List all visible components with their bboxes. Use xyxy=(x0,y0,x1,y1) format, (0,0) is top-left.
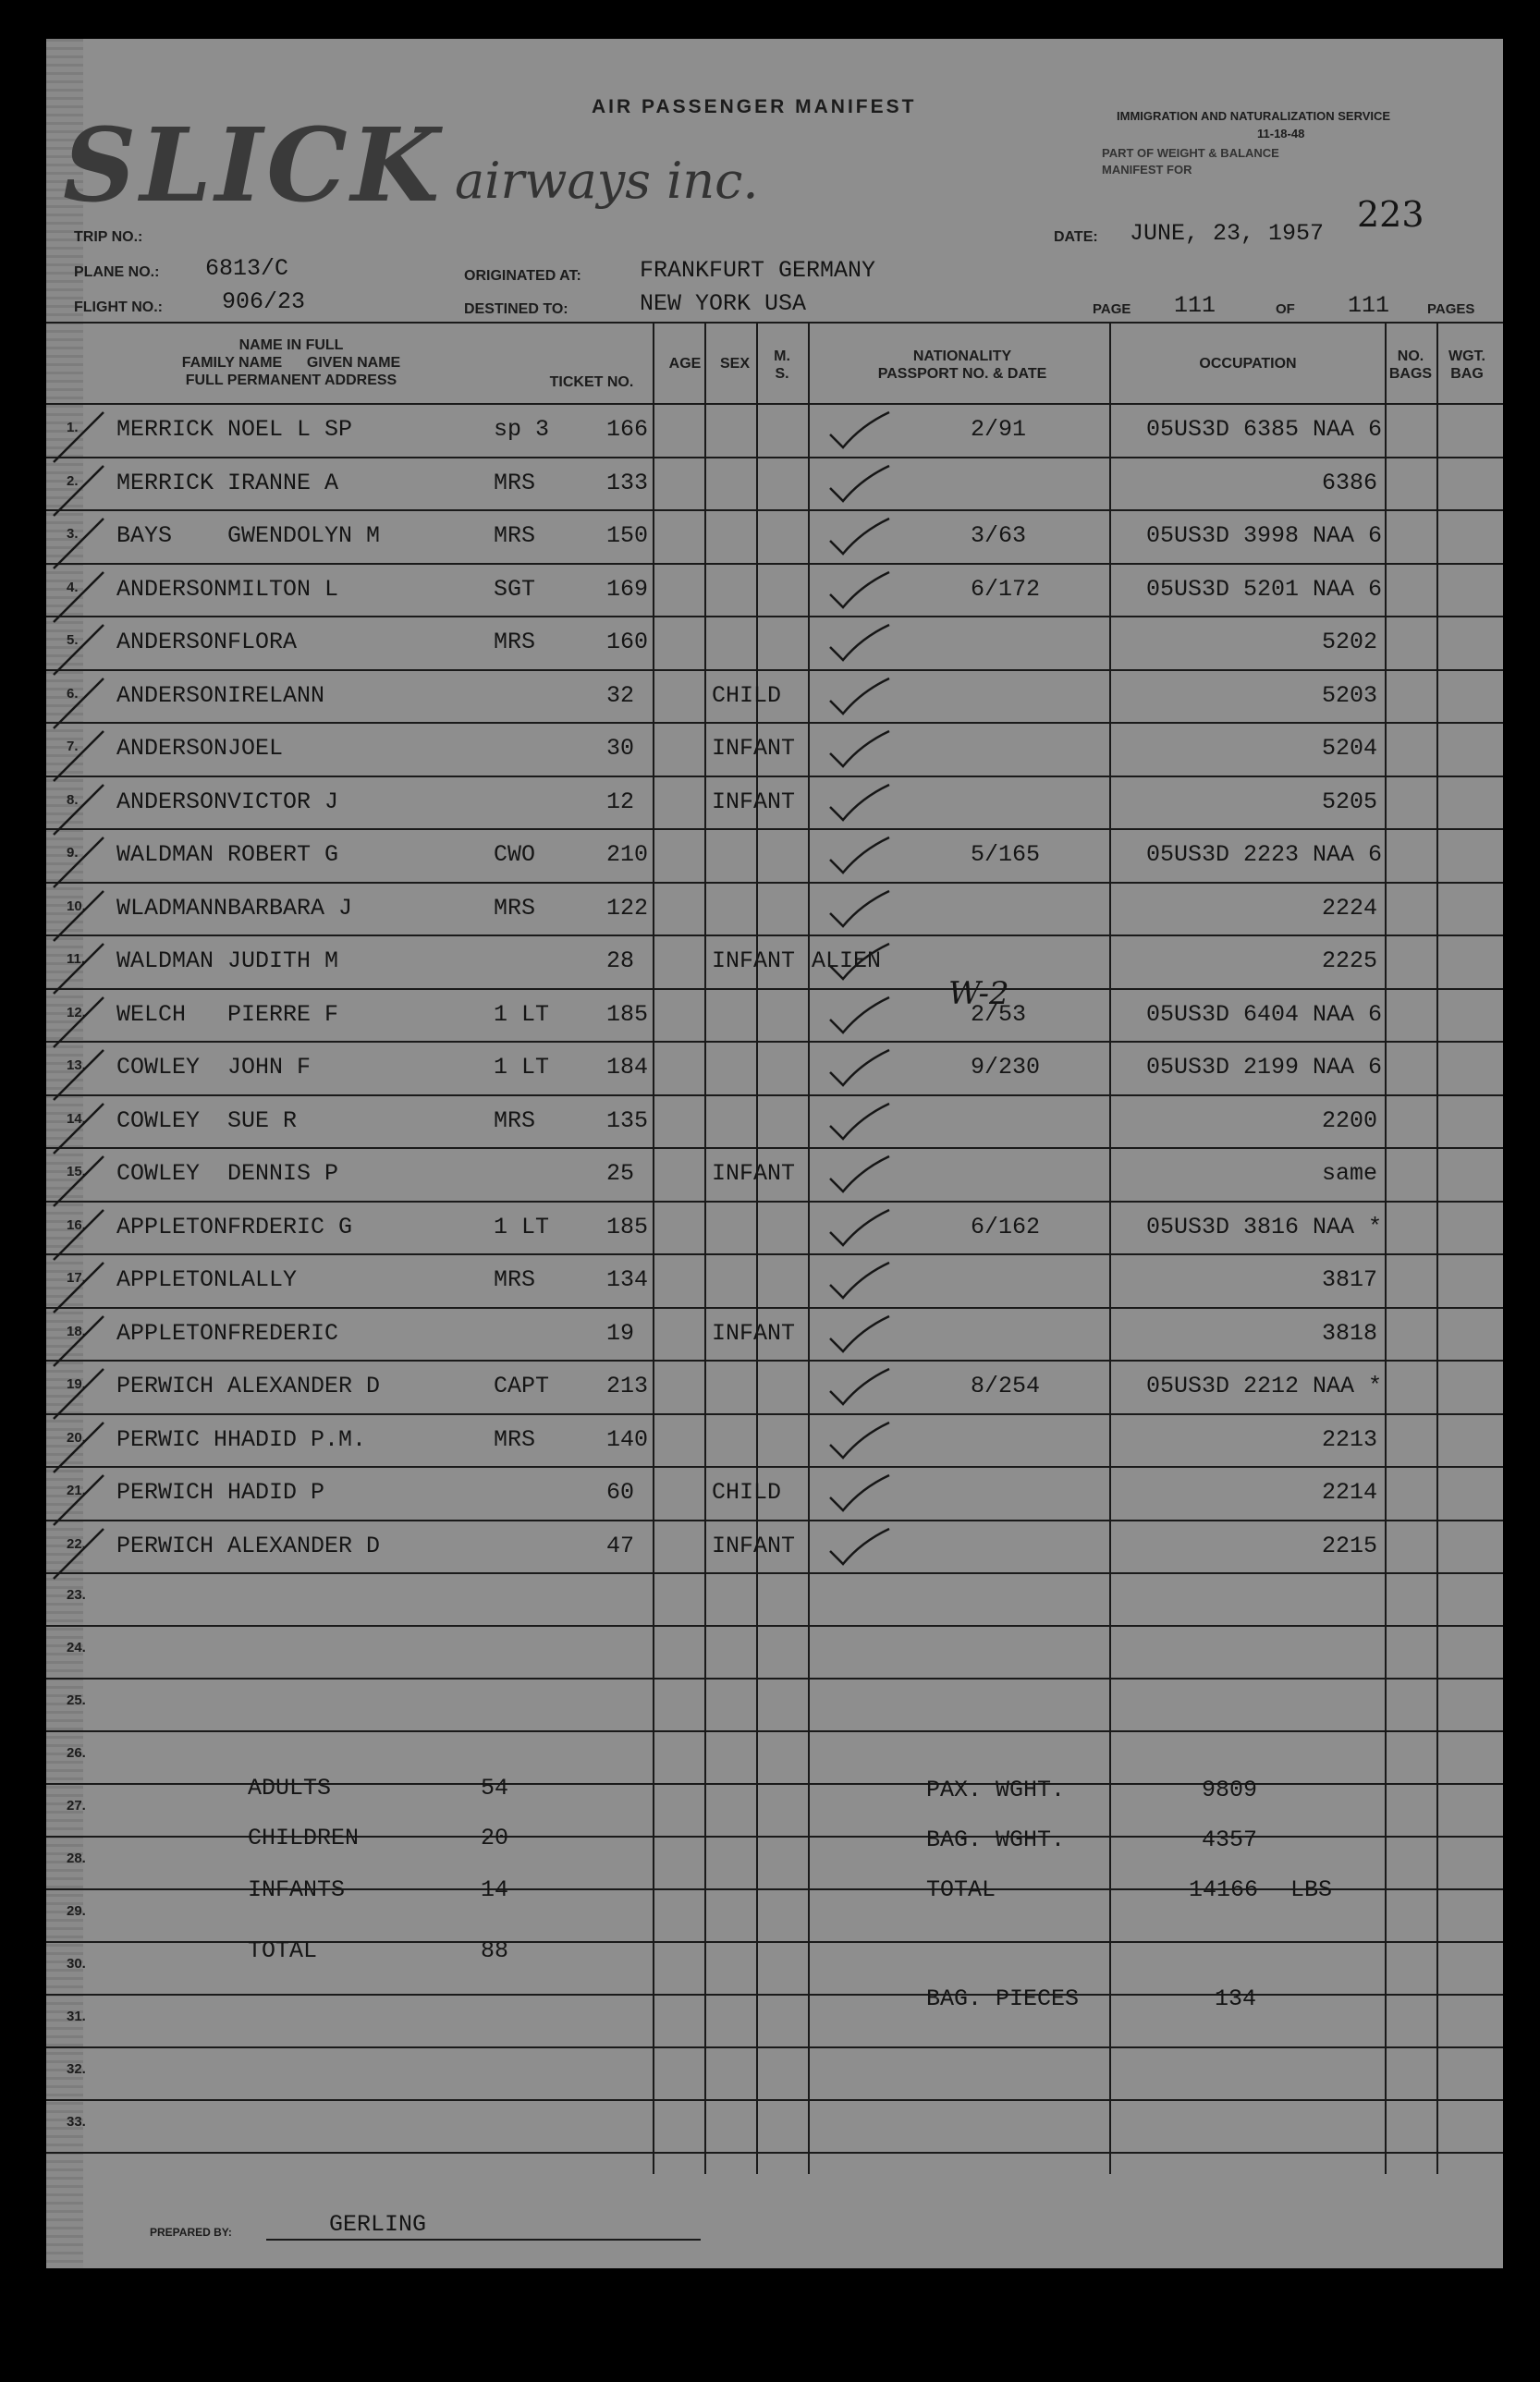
col-header-bags-1: NO. xyxy=(1397,348,1424,364)
row-number: 2. xyxy=(67,472,79,489)
passenger-title: MRS xyxy=(494,1266,536,1293)
row-rule xyxy=(46,1147,1503,1149)
row-number: 7. xyxy=(67,739,79,754)
of-pages-value: 111 xyxy=(1348,292,1390,319)
passport-value: 2/53 xyxy=(971,1000,1027,1028)
row-number: 6. xyxy=(67,685,79,702)
row-rule xyxy=(46,1730,1503,1732)
ticket-number: 30 xyxy=(606,735,635,762)
occupation-value: 05US3D 5201 NAA 6 xyxy=(1146,575,1383,603)
row-rule xyxy=(46,776,1503,777)
row-rule xyxy=(46,1678,1503,1680)
family-name: BAYS xyxy=(116,522,173,549)
form-code: 11-18-48 xyxy=(1257,127,1305,140)
bag-weight-value: 4357 xyxy=(1202,1826,1258,1853)
given-name: FLORA xyxy=(227,629,298,655)
ticket-number: 210 xyxy=(606,841,649,868)
row-number: 32. xyxy=(67,2061,86,2077)
of-label: OF xyxy=(1276,301,1295,317)
row-rule xyxy=(46,1041,1503,1043)
family-name: MERRICK xyxy=(116,469,214,496)
given-name: DENNIS P xyxy=(227,1160,339,1187)
col-rule-occupation xyxy=(1109,322,1111,2174)
given-name: ALEXANDER D xyxy=(227,1532,381,1559)
pages-label: PAGES xyxy=(1427,301,1475,317)
check-mark-icon xyxy=(825,513,898,559)
passenger-title: CAPT xyxy=(494,1373,550,1399)
row-number: 30. xyxy=(67,1956,86,1972)
page-value: 111 xyxy=(1174,292,1216,319)
given-name: SUE R xyxy=(227,1106,298,1134)
ticket-number: 28 xyxy=(606,947,635,974)
row-number: 14. xyxy=(67,1110,86,1127)
col-rule-nationality xyxy=(808,322,810,2174)
given-name: FREDERIC xyxy=(227,1319,339,1347)
occupation-value: 3817 xyxy=(1321,1266,1377,1293)
ticket-number: 47 xyxy=(606,1532,635,1559)
sex-value: INFANT xyxy=(712,1160,796,1187)
row-number: 1. xyxy=(67,420,79,435)
ticket-number: 184 xyxy=(606,1054,649,1081)
ticket-number: 122 xyxy=(606,894,649,922)
row-rule xyxy=(46,669,1503,671)
check-mark-icon xyxy=(825,1204,898,1251)
check-mark-icon xyxy=(825,619,898,666)
row-number: 28. xyxy=(67,1851,86,1866)
row-rule xyxy=(46,1466,1503,1468)
row-rule xyxy=(46,1625,1503,1627)
passenger-title: 1 LT xyxy=(494,1054,550,1081)
passenger-title: MRS xyxy=(494,522,536,549)
prepared-by-value: GERLING xyxy=(329,2211,427,2238)
occupation-value: same xyxy=(1321,1160,1377,1187)
col-header-name-2: FAMILY NAME GIVEN NAME xyxy=(181,355,401,371)
given-name: JOEL xyxy=(227,735,284,762)
col-header-ticket: TICKET NO. xyxy=(549,374,634,390)
family-name: ANDERSON xyxy=(116,629,228,655)
col-header-sex: SEX xyxy=(719,356,750,372)
occupation-value: 05US3D 3998 NAA 6 xyxy=(1146,522,1383,549)
occupation-value: 2215 xyxy=(1321,1532,1377,1559)
row-number: 20. xyxy=(67,1429,86,1446)
plane-label: PLANE NO.: xyxy=(74,264,160,280)
row-rule xyxy=(46,1413,1503,1415)
family-name: ANDERSON xyxy=(116,681,228,709)
row-rule xyxy=(46,563,1503,565)
row-rule xyxy=(46,2152,1503,2154)
airline-logo-sub: airways inc. xyxy=(455,152,759,210)
check-mark-icon xyxy=(825,1417,898,1463)
passenger-title: MRS xyxy=(494,1425,536,1453)
family-name: WALDMAN xyxy=(116,841,214,868)
prepared-by-label: PREPARED BY: xyxy=(150,2226,232,2239)
occupation-value: 05US3D 2199 NAA 6 xyxy=(1146,1054,1383,1081)
family-name: ANDERSON xyxy=(116,788,228,815)
row-number: 8. xyxy=(67,791,79,808)
page-label: PAGE xyxy=(1093,301,1131,317)
occupation-value: 5202 xyxy=(1321,629,1377,655)
row-number: 10. xyxy=(67,898,86,914)
row-rule xyxy=(46,1994,1503,1996)
passenger-title: MRS xyxy=(494,894,536,922)
col-header-age: AGE xyxy=(668,356,702,372)
row-number: 13. xyxy=(67,1057,86,1073)
bag-pieces-value: 134 xyxy=(1215,1985,1257,2012)
row-number: 9. xyxy=(67,845,79,861)
occupation-value: 5205 xyxy=(1321,788,1377,815)
given-name: ROBERT G xyxy=(227,841,339,868)
agency-name: IMMIGRATION AND NATURALIZATION SERVICE xyxy=(1117,109,1391,123)
occupation-value: 05US3D 3816 NAA * xyxy=(1146,1213,1383,1240)
passenger-title: MRS xyxy=(494,469,536,496)
occupation-value: 6386 xyxy=(1321,469,1377,496)
check-mark-icon xyxy=(825,1523,898,1570)
note-line-2: MANIFEST FOR xyxy=(1102,163,1192,177)
given-name: MILTON L xyxy=(227,575,339,603)
sex-value: INFANT xyxy=(712,735,796,762)
given-name: FRDERIC G xyxy=(227,1213,353,1240)
given-name: PIERRE F xyxy=(227,1000,339,1028)
col-header-nationality-1: NATIONALITY xyxy=(912,348,1012,364)
ticket-number: 60 xyxy=(606,1479,635,1506)
occupation-value: 05US3D 6404 NAA 6 xyxy=(1146,1000,1383,1028)
plane-number: 6813/C xyxy=(205,255,289,282)
trip-label: TRIP NO.: xyxy=(74,229,143,245)
row-number: 22. xyxy=(67,1535,86,1552)
date-value: JUNE, 23, 1957 xyxy=(1130,220,1325,247)
row-number: 15. xyxy=(67,1164,86,1179)
col-header-ms-2: S. xyxy=(775,366,789,382)
family-name: COWLEY xyxy=(116,1054,201,1081)
airline-logo: SLICK xyxy=(63,105,444,225)
col-header-wgt-2: BAG xyxy=(1450,366,1484,382)
given-name: IRANNE A xyxy=(227,469,339,496)
passport-value: 3/63 xyxy=(971,522,1027,549)
given-name: IRELANN xyxy=(227,681,325,709)
family-name: MERRICK xyxy=(116,416,214,443)
passenger-title: SGT xyxy=(494,575,536,603)
col-header-occupation: OCCUPATION xyxy=(1199,356,1297,372)
col-header-bags xyxy=(1385,348,1436,383)
sex-value: INFANT xyxy=(712,788,796,815)
check-mark-icon xyxy=(825,779,898,825)
check-mark-icon xyxy=(825,567,898,613)
row-number: 4. xyxy=(67,579,79,595)
col-header-wgt xyxy=(1436,348,1497,383)
adults-value: 54 xyxy=(481,1775,509,1802)
prepared-by-line xyxy=(266,2239,701,2241)
ticket-number: 166 xyxy=(606,416,649,443)
occupation-value: 2200 xyxy=(1321,1106,1377,1134)
ticket-number: 12 xyxy=(606,788,635,815)
bag-pieces-label: BAG. PIECES xyxy=(926,1985,1080,2012)
check-mark-icon xyxy=(825,673,898,719)
sex-value: CHILD xyxy=(712,1479,782,1506)
destined-label: DESTINED TO: xyxy=(464,301,568,317)
passport-value: 6/172 xyxy=(971,575,1041,603)
check-mark-icon xyxy=(825,1257,898,1303)
ticket-number: 150 xyxy=(606,522,649,549)
pax-weight-label: PAX. WGHT. xyxy=(926,1777,1066,1803)
family-name: COWLEY xyxy=(116,1106,201,1134)
row-rule xyxy=(46,1253,1503,1255)
passenger-title: 1 LT xyxy=(494,1213,550,1240)
children-label: CHILDREN xyxy=(248,1825,360,1851)
flight-number: 906/23 xyxy=(222,288,306,315)
pax-weight-value: 9809 xyxy=(1202,1777,1258,1803)
weight-total-unit: LBS xyxy=(1290,1876,1333,1903)
row-number: 16. xyxy=(67,1216,86,1233)
manifest-sheet xyxy=(46,39,1503,2268)
slash-mark-icon xyxy=(50,1523,115,1588)
row-number: 31. xyxy=(67,2009,86,2024)
given-name: JOHN F xyxy=(227,1054,312,1081)
given-name: NOEL L SP xyxy=(227,416,353,443)
row-rule xyxy=(46,722,1503,724)
passenger-title: MRS xyxy=(494,1106,536,1134)
ticket-number: 185 xyxy=(606,1213,649,1240)
row-number: 26. xyxy=(67,1745,86,1761)
ticket-number: 19 xyxy=(606,1319,635,1347)
occupation-value: 5203 xyxy=(1321,681,1377,709)
check-mark-icon xyxy=(825,832,898,878)
family-name: APPLETON xyxy=(116,1266,228,1293)
given-name: BARBARA J xyxy=(227,894,353,922)
given-name: VICTOR J xyxy=(227,788,339,815)
ticket-number: 213 xyxy=(606,1373,649,1399)
ticket-number: 134 xyxy=(606,1266,649,1293)
sex-value: INFANT xyxy=(712,947,796,974)
occupation-value: 2213 xyxy=(1321,1425,1377,1453)
row-rule xyxy=(46,1520,1503,1521)
family-name: ANDERSON xyxy=(116,735,228,762)
date-label: DATE: xyxy=(1054,229,1098,245)
given-name: GWENDOLYN M xyxy=(227,522,381,549)
occupation-value: 2224 xyxy=(1321,894,1377,922)
row-rule xyxy=(46,2099,1503,2101)
row-number: 24. xyxy=(67,1640,86,1655)
row-number: 18. xyxy=(67,1323,86,1339)
ms-value: ALIEN xyxy=(812,947,882,974)
infants-value: 14 xyxy=(481,1876,509,1903)
row-rule xyxy=(46,616,1503,617)
row-number: 17. xyxy=(67,1270,86,1286)
row-number: 12. xyxy=(67,1004,86,1020)
family-name: PERWICH xyxy=(116,1479,214,1506)
passenger-title: MRS xyxy=(494,629,536,655)
check-mark-icon xyxy=(825,726,898,772)
w2-text: W-2 xyxy=(948,975,1009,1012)
family-name: ANDERSON xyxy=(116,575,228,603)
ticket-number: 169 xyxy=(606,575,649,603)
row-rule xyxy=(46,457,1503,458)
row-number: 11. xyxy=(67,951,86,967)
col-rule-bags xyxy=(1385,322,1387,2174)
passenger-title: sp 3 xyxy=(494,416,550,443)
handwritten-w2-mark xyxy=(939,967,1124,1022)
originated-label: ORIGINATED AT: xyxy=(464,268,581,284)
row-number: 33. xyxy=(67,2114,86,2130)
occupation-value: 2225 xyxy=(1321,947,1377,974)
check-mark-icon xyxy=(825,460,898,507)
row-rule xyxy=(46,934,1503,936)
stamp-number: 223 xyxy=(1357,194,1424,235)
passenger-title: 1 LT xyxy=(494,1000,550,1028)
bag-weight-label: BAG. WGHT. xyxy=(926,1826,1066,1853)
col-rule-wgt xyxy=(1436,322,1438,2174)
given-name: LALLY xyxy=(227,1266,298,1293)
row-number: 23. xyxy=(67,1587,86,1603)
infants-label: INFANTS xyxy=(248,1876,346,1903)
row-rule xyxy=(46,2046,1503,2048)
row-rule xyxy=(46,1360,1503,1362)
check-mark-icon xyxy=(825,1470,898,1516)
family-name: WALDMAN xyxy=(116,947,214,974)
ticket-number: 133 xyxy=(606,469,649,496)
given-name: HADID P.M. xyxy=(227,1425,367,1453)
family-name: PERWICH xyxy=(116,1373,214,1399)
weight-total-label: TOTAL xyxy=(926,1876,996,1903)
occupation-value: 3818 xyxy=(1321,1319,1377,1347)
col-header-name xyxy=(120,336,462,389)
passport-value: 8/254 xyxy=(971,1373,1041,1399)
check-mark-icon xyxy=(825,886,898,932)
passport-value: 5/165 xyxy=(971,841,1041,868)
family-name: COWLEY xyxy=(116,1160,201,1187)
check-mark-icon xyxy=(825,1311,898,1357)
header-top-rule xyxy=(46,322,1503,324)
col-header-bags-2: BAGS xyxy=(1388,366,1433,382)
passport-value: 6/162 xyxy=(971,1213,1041,1240)
family-name: APPLETON xyxy=(116,1319,228,1347)
form-title: AIR PASSENGER MANIFEST xyxy=(592,96,917,117)
occupation-value: 05US3D 6385 NAA 6 xyxy=(1146,416,1383,443)
row-rule xyxy=(46,1572,1503,1574)
col-rule-sex xyxy=(704,322,706,2174)
check-mark-icon xyxy=(825,407,898,453)
check-mark-icon xyxy=(825,1044,898,1091)
occupation-value: 05US3D 2212 NAA * xyxy=(1146,1373,1383,1399)
row-rule xyxy=(46,988,1503,990)
col-rule-age xyxy=(653,322,654,2174)
ticket-number: 135 xyxy=(606,1106,649,1134)
children-value: 20 xyxy=(481,1825,509,1851)
row-number: 19. xyxy=(67,1376,86,1392)
occupation-value: 2214 xyxy=(1321,1479,1377,1506)
row-number: 21. xyxy=(67,1483,86,1498)
total-value: 88 xyxy=(481,1937,509,1964)
ticket-number: 185 xyxy=(606,1000,649,1028)
ticket-number: 25 xyxy=(606,1160,635,1187)
given-name: ALEXANDER D xyxy=(227,1373,381,1399)
family-name: WELCH xyxy=(116,1000,187,1028)
col-header-nationality xyxy=(810,348,1115,383)
row-number: 25. xyxy=(67,1692,86,1708)
total-label: TOTAL xyxy=(248,1937,318,1964)
family-name: PERWIC H xyxy=(116,1425,228,1453)
col-header-ms-1: M. xyxy=(774,348,790,364)
col-rule-ms xyxy=(756,322,758,2174)
col-header-name-1: NAME IN FULL xyxy=(238,337,344,353)
check-mark-icon xyxy=(825,1098,898,1144)
row-rule xyxy=(46,828,1503,830)
row-number: 27. xyxy=(67,1798,86,1814)
occupation-value: 5204 xyxy=(1321,735,1377,762)
row-number: 5. xyxy=(67,632,79,648)
sex-value: INFANT xyxy=(712,1319,796,1347)
passport-value: 2/91 xyxy=(971,416,1027,443)
given-name: HADID P xyxy=(227,1479,325,1506)
row-rule xyxy=(46,509,1503,511)
family-name: APPLETON xyxy=(116,1213,228,1240)
sex-value: INFANT xyxy=(712,1532,796,1559)
occupation-value: 05US3D 2223 NAA 6 xyxy=(1146,841,1383,868)
passport-value: 9/230 xyxy=(971,1054,1041,1081)
row-rule xyxy=(46,1201,1503,1203)
col-header-wgt-1: WGT. xyxy=(1448,348,1485,364)
check-mark-icon xyxy=(825,1363,898,1410)
ticket-number: 160 xyxy=(606,629,649,655)
weight-total-value: 14166 xyxy=(1189,1876,1259,1903)
row-rule xyxy=(46,882,1503,884)
check-mark-icon xyxy=(825,992,898,1038)
adults-label: ADULTS xyxy=(248,1775,332,1802)
col-header-name-3: FULL PERMANENT ADDRESS xyxy=(185,373,397,388)
row-number: 29. xyxy=(67,1903,86,1919)
col-header-ms xyxy=(756,348,808,383)
passenger-title: CWO xyxy=(494,841,536,868)
col-header-nationality-2: PASSPORT NO. & DATE xyxy=(877,366,1047,382)
row-number: 3. xyxy=(67,526,79,542)
check-mark-icon xyxy=(825,938,898,984)
check-mark-icon xyxy=(825,1151,898,1197)
flight-label: FLIGHT NO.: xyxy=(74,299,163,315)
header-bottom-rule xyxy=(46,403,1503,405)
destined-value: NEW YORK USA xyxy=(640,290,807,317)
originated-value: FRANKFURT GERMANY xyxy=(640,257,876,284)
ticket-number: 32 xyxy=(606,681,635,709)
family-name: PERWICH xyxy=(116,1532,214,1559)
given-name: JUDITH M xyxy=(227,947,339,974)
family-name: WLADMANN xyxy=(116,894,228,922)
row-rule xyxy=(46,1094,1503,1096)
note-line-1: PART OF WEIGHT & BALANCE xyxy=(1102,146,1279,160)
sex-value: CHILD xyxy=(712,681,782,709)
ticket-number: 140 xyxy=(606,1425,649,1453)
row-rule xyxy=(46,1307,1503,1309)
